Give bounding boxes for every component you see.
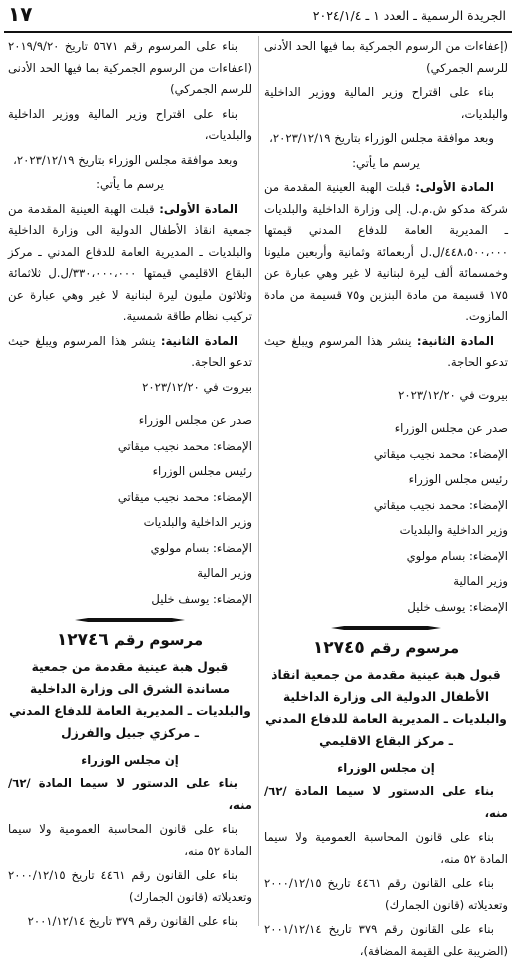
decree-number-value: ١٢٧٤٦ — [56, 630, 109, 650]
header-rule — [4, 31, 512, 33]
page-header — [0, 0, 516, 32]
role: وزير الداخلية والبلديات — [399, 523, 508, 537]
signature: الإمضاء: يوسف خليل — [407, 599, 508, 614]
article-2 — [8, 331, 252, 374]
article-label: المادة الأولى: — [415, 180, 494, 194]
role: وزير الداخلية والبلديات — [143, 515, 252, 529]
decree-title: قبول هبة عينية مقدمة من جمعية انقاذ الأطفال الدولية الى وزارة الداخلية والبلديات ـ المديرية العامة للدفاع المدني ـ مركز البقاع الاقليمي — [265, 667, 507, 748]
section-divider — [331, 624, 441, 632]
signature: الإمضاء: محمد نجيب ميقاتي — [373, 497, 508, 512]
article-text: قبلت الهبة العينية المقدمة من جمعية انقاذ الأطفال الدولية الى وزارة الداخلية والبلديات ـ المديرية العامة للدفاع المدني ـ مركز البقاع الاقليمي قيمتها ٣٣٠،٠٠٠،٠٠٠/ل.ل ثلاثمائة وثلاثون مليون ليرة لبنانية لا غير وهي عبارة عن تركيب نظام طاقة شمسية. — [8, 201, 252, 323]
place-date: بيروت في ٢٠٢٣/١٢/٢٠ — [142, 379, 252, 394]
issued-by: صدر عن مجلس الوزراء — [138, 413, 252, 427]
article-text: قبلت الهبة العينية المقدمة من شركة مدكو ش.م.ل. إلى وزارة الداخلية والبلديات ـ المديرية العامة للدفاع المدني قيمتها ٤٤٨،٥٠٠،٠٠٠/ل.ل أربعمائة وثمانية وأربعين مليونا وخمسمائة ألف ليرة لبنانية لا غير وهي عبارة عن ١٧٥ قسيمة من مادة البنزين و٧٥ قسيمة من مادة المازوت. — [264, 180, 508, 323]
signature: الإمضاء: محمد نجيب ميقاتي — [117, 438, 252, 453]
paragraph: بناء على اقتراح وزير المالية ووزير الداخلية والبلديات، — [8, 106, 252, 142]
role: وزير المالية — [453, 574, 508, 588]
article-label: المادة الثانية: — [160, 333, 238, 348]
article-1 — [8, 199, 252, 328]
decree-number — [264, 638, 508, 660]
preamble-item: بناء على الدستور لا سيما المادة /٦٢/ منه، — [8, 776, 252, 812]
signature: الإمضاء: محمد نجيب ميقاتي — [373, 446, 508, 461]
role: رئيس مجلس الوزراء — [152, 464, 252, 478]
preamble-heading: إن مجلس الوزراء — [81, 752, 179, 767]
preamble-item: بناء على القانون رقم ٤٤٦١ تاريخ ٢٠٠٠/١٢/١٥ وتعديلاته (قانون الجمارك) — [8, 868, 252, 904]
place-date: بيروت في ٢٠٢٣/١٢/٢٠ — [398, 387, 508, 402]
decree-number — [8, 630, 252, 652]
decree-number-label: مرسوم رقم — [369, 639, 460, 657]
preamble-heading: إن مجلس الوزراء — [337, 760, 435, 775]
article-label: المادة الأولى: — [159, 201, 238, 216]
decree-number-value: ١٢٧٤٥ — [312, 638, 365, 658]
preamble-item: بناء على القانون رقم ٣٧٩ تاريخ ٢٠٠١/١٢/١٤ — [27, 914, 238, 928]
article-1 — [264, 177, 508, 328]
gazette-title: الجريدة الرسمية ـ العدد ١ ـ ٢٠٢٤/١/٤ — [312, 8, 506, 23]
section-divider — [75, 616, 185, 624]
signature: الإمضاء: محمد نجيب ميقاتي — [117, 489, 252, 504]
preamble-item: بناء على قانون المحاسبة العمومية ولا سيما المادة ٥٢ منه، — [8, 822, 252, 858]
decrees-line: يرسم ما يأتي: — [96, 177, 164, 191]
preamble-item: بناء على الدستور لا سيما المادة /٦٢/ منه، — [264, 784, 508, 820]
preamble-item: بناء على القانون رقم ٤٤٦١ تاريخ ٢٠٠٠/١٢/١٥ وتعديلاته (قانون الجمارك) — [264, 876, 508, 912]
paragraph: (إعفاءات من الرسوم الجمركية بما فيها الحد الأدنى للرسم الجمركي) — [264, 39, 508, 75]
article-label: المادة الثانية: — [416, 333, 494, 348]
paragraph: بناء على اقتراح وزير المالية ووزير الداخلية والبلديات، — [264, 85, 508, 121]
article-text: ينشر هذا المرسوم ويبلغ حيث تدعو الحاجة. — [264, 333, 508, 369]
signature: الإمضاء: بسام مولوي — [406, 548, 508, 563]
signature: الإمضاء: يوسف خليل — [151, 591, 252, 606]
article-text: ينشر هذا المرسوم ويبلغ حيث تدعو الحاجة. — [8, 333, 252, 369]
article-2 — [264, 331, 508, 374]
preamble-item: بناء على قانون المحاسبة العمومية ولا سيما المادة ٥٢ منه، — [264, 830, 508, 866]
right-column — [264, 36, 508, 958]
decree-number-label: مرسوم رقم — [113, 631, 204, 649]
paragraph: وبعد موافقة مجلس الوزراء بتاريخ ٢٠٢٣/١٢/١٩، — [13, 152, 238, 167]
preamble-item: بناء على القانون رقم ٣٧٩ تاريخ ٢٠٠١/١٢/١٤ (الضريبة على القيمة المضافة)، — [264, 922, 508, 958]
paragraph: بناء على المرسوم رقم ٥٦٧١ تاريخ ٢٠١٩/٩/٢٠ (اعفاءات من الرسوم الجمركية بما فيها الحد الأدنى للرسم الجمركي) — [8, 39, 252, 96]
role: وزير المالية — [197, 566, 252, 580]
signature: الإمضاء: بسام مولوي — [150, 540, 252, 555]
paragraph: وبعد موافقة مجلس الوزراء بتاريخ ٢٠٢٣/١٢/١٩، — [269, 131, 494, 145]
issued-by: صدر عن مجلس الوزراء — [394, 421, 508, 435]
role: رئيس مجلس الوزراء — [408, 472, 508, 486]
page-number: ١٧ — [8, 2, 33, 26]
decrees-line: يرسم ما يأتي: — [352, 155, 420, 170]
decree-title: قبول هبة عينية مقدمة من جمعية مساندة الشرق الى وزارة الداخلية والبلديات ـ المديرية العامة للدفاع المدني ـ مركزي جبيل والفرزل — [9, 659, 251, 740]
left-column — [8, 36, 252, 926]
column-separator — [258, 36, 259, 926]
